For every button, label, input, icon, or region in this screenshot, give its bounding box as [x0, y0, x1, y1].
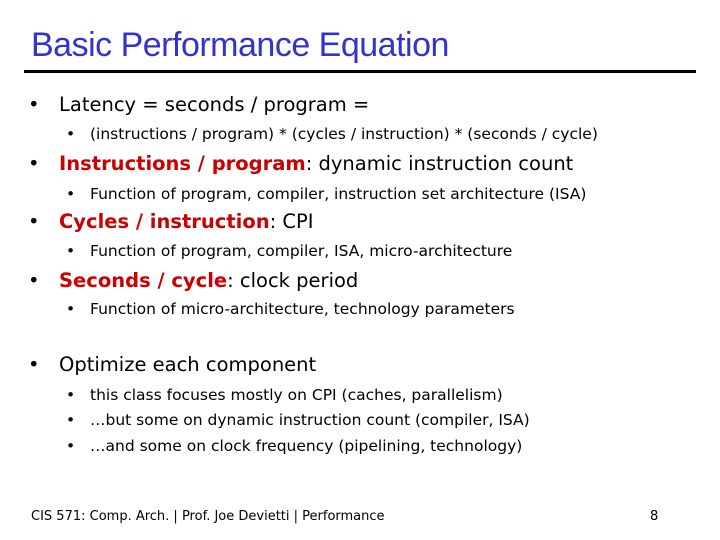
sub-bullet: [66, 124, 598, 144]
bullet-highlight: Instructions / program: [59, 152, 306, 175]
bullet-optimize: [28, 353, 316, 377]
sub-bullet: [66, 184, 586, 204]
bullet-dot-icon: •: [66, 185, 76, 203]
bullet-instructions: [28, 152, 573, 176]
bullet-cycles: [28, 210, 314, 234]
slide-title: Basic Performance Equation: [31, 26, 449, 64]
page-number: 8: [650, 509, 659, 524]
sub-bullet: [66, 410, 530, 430]
sub-bullet-text: Function of program, compiler, instruction set architecture (ISA): [90, 185, 587, 203]
bullet-text: : CPI: [269, 210, 314, 233]
sub-bullet: [66, 241, 512, 261]
bullet-text: : clock period: [227, 269, 359, 292]
sub-bullet-text: …but some on dynamic instruction count (compiler, ISA): [90, 411, 530, 429]
bullet-text: : dynamic instruction count: [305, 152, 574, 175]
bullet-dot-icon: •: [28, 210, 40, 233]
bullet-dot-icon: •: [28, 152, 40, 175]
sub-bullet-text: Function of program, compiler, ISA, micro-architecture: [90, 242, 513, 260]
bullet-seconds: [28, 269, 358, 293]
bullet-dot-icon: •: [66, 125, 76, 143]
bullet-dot-icon: •: [66, 242, 76, 260]
bullet-dot-icon: •: [66, 411, 76, 429]
sub-bullet: [66, 385, 503, 405]
bullet-dot-icon: •: [66, 386, 76, 404]
bullet-latency: [28, 93, 369, 117]
bullet-text: Optimize each component: [59, 353, 317, 376]
sub-bullet: [66, 436, 522, 456]
bullet-dot-icon: •: [66, 437, 76, 455]
bullet-highlight: Seconds / cycle: [59, 269, 228, 292]
title-divider: [24, 70, 696, 73]
bullet-dot-icon: •: [28, 93, 40, 116]
sub-bullet-text: this class focuses mostly on CPI (caches, parallelism): [90, 386, 503, 404]
bullet-dot-icon: •: [66, 300, 76, 318]
slide-footer: CIS 571: Comp. Arch. | Prof. Joe Devietti | Performance: [31, 509, 385, 524]
bullet-highlight: Cycles / instruction: [59, 210, 270, 233]
bullet-text: Latency = seconds / program =: [59, 93, 370, 116]
bullet-dot-icon: •: [28, 353, 40, 376]
sub-bullet-text: …and some on clock frequency (pipelining, technology): [90, 437, 523, 455]
sub-bullet: [66, 299, 515, 319]
sub-bullet-text: (instructions / program) * (cycles / instruction) * (seconds / cycle): [90, 125, 598, 143]
bullet-dot-icon: •: [28, 269, 40, 292]
sub-bullet-text: Function of micro-architecture, technology parameters: [90, 300, 515, 318]
